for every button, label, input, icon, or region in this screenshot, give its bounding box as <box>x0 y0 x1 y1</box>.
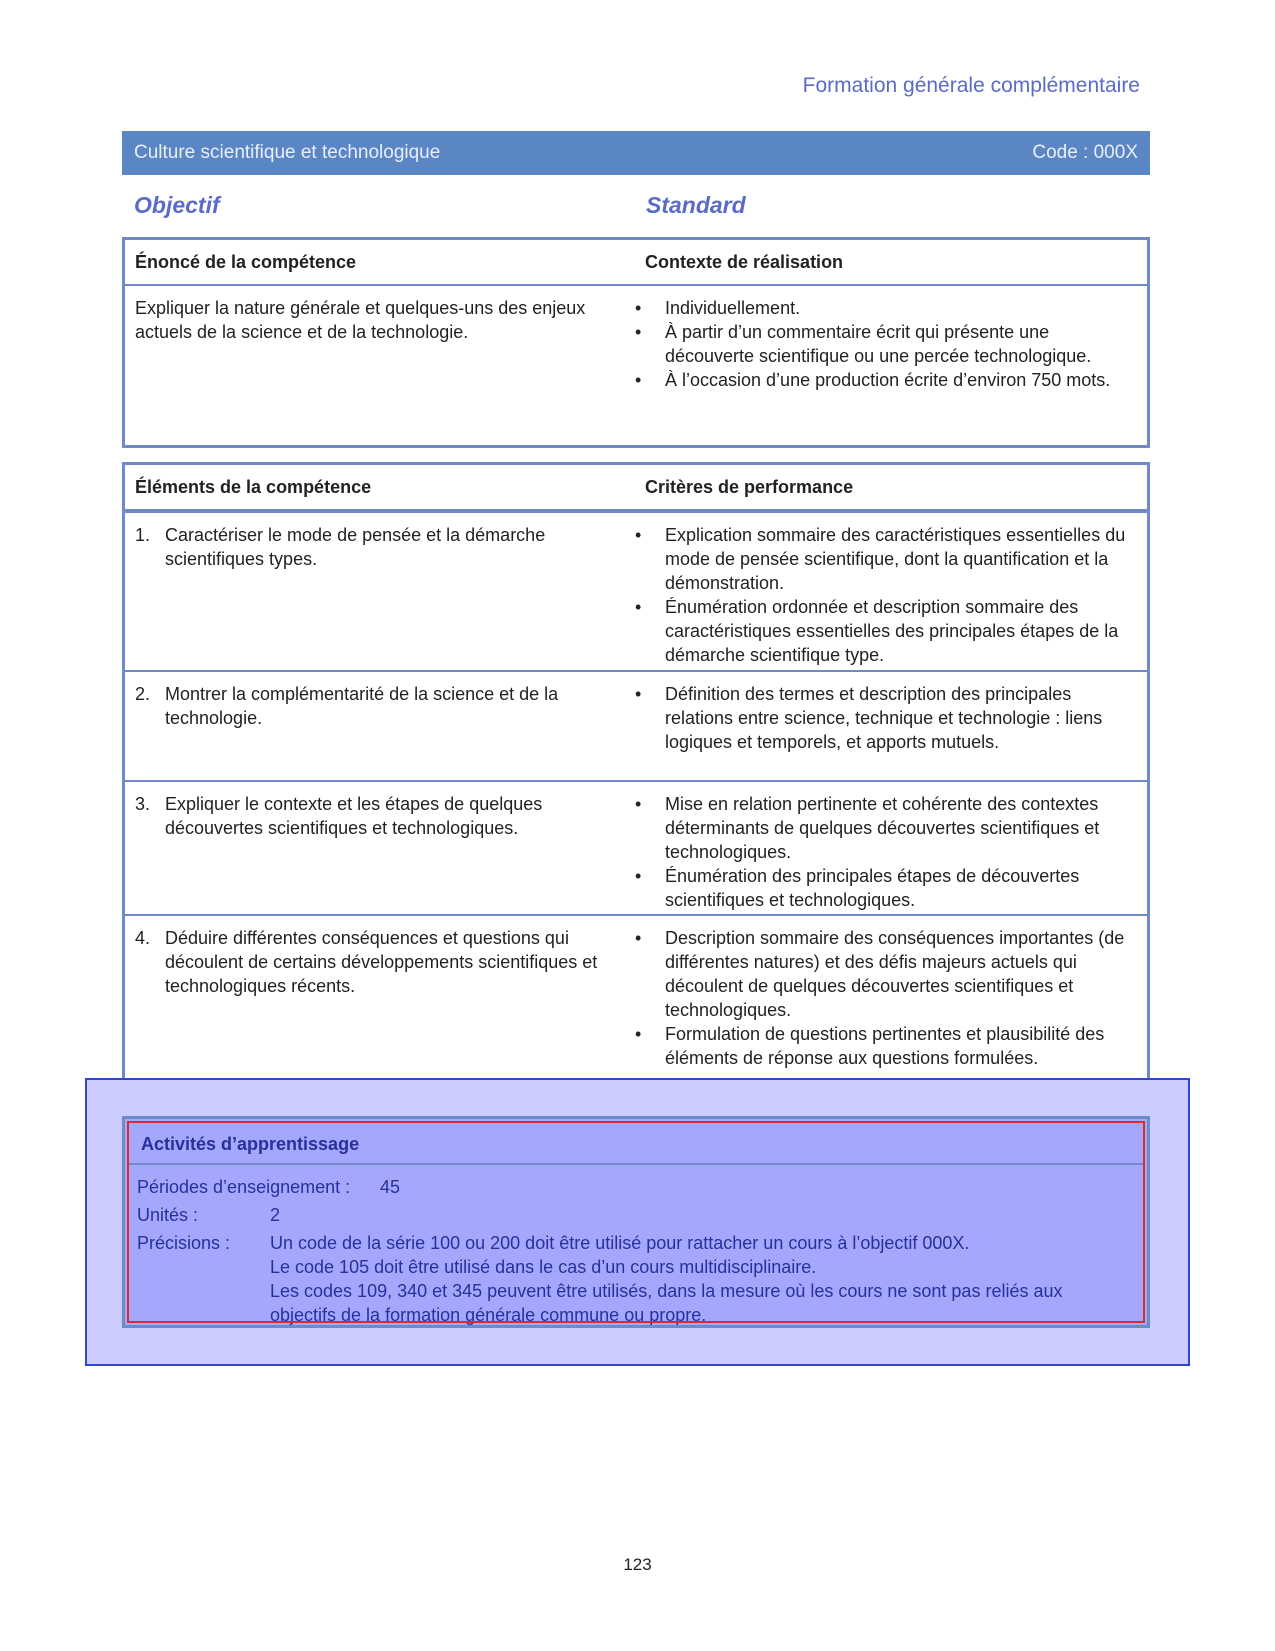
precisions-label: Précisions : <box>137 1233 231 1253</box>
list-item: • Énumération des principales étapes de découvertes scientifiques et technologiques. <box>635 864 1127 912</box>
statement-header: Énoncé de la compétence <box>135 251 357 272</box>
competence-statement: Expliquer la nature générale et quelques-uns des enjeux actuels de la science et de la technologie. <box>135 298 586 342</box>
list-item: • Individuellement. <box>635 296 1127 320</box>
list-item: • Énumération ordonnée et description sommaire des caractéristiques essentielles des principales étapes de la démarche scientifique type. <box>635 595 1127 667</box>
learning-activities-box <box>122 1116 1150 1328</box>
criteria-list <box>635 682 1147 774</box>
precisions-text <box>270 1231 1135 1327</box>
box1-header-row <box>125 240 1147 286</box>
course-title: Culture scientifique et technologique <box>134 142 441 163</box>
periods-label: Périodes d’enseignement : <box>137 1177 351 1197</box>
element-text: Montrer la complémentarité de la science et de la technologie. <box>165 684 559 728</box>
standard-label: Standard <box>646 192 746 218</box>
periods-value: 45 <box>380 1177 401 1197</box>
units-label: Unités : <box>137 1205 199 1225</box>
element-row-1 <box>125 511 1147 670</box>
box1-content-row <box>125 286 1147 392</box>
element-row-2 <box>125 670 1147 780</box>
element-number: 4. <box>135 928 151 948</box>
element-number: 1. <box>135 525 151 545</box>
list-item: • Définition des termes et description des principales relations entre science, technique et technologie : liens logiques et temporels, et apports mutuels. <box>635 682 1127 754</box>
element-text: Expliquer le contexte et les étapes de quelques découvertes scientifiques et technologiques. <box>165 794 543 838</box>
list-item: • À partir d’un commentaire écrit qui présente une découverte scientifique ou une percée technologique. <box>635 320 1127 368</box>
element-text: Déduire différentes conséquences et questions qui découlent de certains développements scientifiques et technologiques récents. <box>165 928 598 996</box>
element-number: 3. <box>135 794 151 814</box>
activities-title: Activités d’apprentissage <box>129 1119 1143 1165</box>
precisions-row <box>137 1231 1135 1327</box>
list-item: • Mise en relation pertinente et cohérente des contextes déterminants de quelques découvertes scientifiques et technologiques. <box>635 792 1127 864</box>
criteria-header: Critères de performance <box>645 476 854 497</box>
precision-line: Les codes 109, 340 et 345 peuvent être utilisés, dans la mesure où les cours ne sont pas reliés aux objectifs de la formation générale commune ou propre. <box>270 1281 1063 1325</box>
box2-header-row <box>125 465 1147 511</box>
elements-header: Éléments de la compétence <box>135 476 372 497</box>
units-row <box>137 1203 1135 1227</box>
course-banner <box>122 131 1150 175</box>
competence-elements-box <box>122 462 1150 1102</box>
list-item: • Explication sommaire des caractéristiques essentielles du mode de pensée scientifique, dont la quantification et la démonstration. <box>635 523 1127 595</box>
element-text: Caractériser le mode de pensée et la démarche scientifiques types. <box>165 525 546 569</box>
list-item: • Formulation de questions pertinentes et plausibilité des éléments de réponse aux questions formulées. <box>635 1022 1127 1070</box>
objectif-label: Objectif <box>134 192 220 218</box>
context-header: Contexte de réalisation <box>645 251 844 272</box>
criteria-list <box>635 792 1147 912</box>
running-head: Formation générale complémentaire <box>802 74 1140 97</box>
competence-statement-box <box>122 237 1150 448</box>
course-code: Code : 000X <box>1032 142 1138 163</box>
precision-line: Le code 105 doit être utilisé dans le cas d’un cours multidisciplinaire. <box>270 1257 817 1277</box>
periods-row <box>137 1175 1135 1199</box>
activities-body <box>125 1165 1147 1333</box>
page-number: 123 <box>623 1555 652 1574</box>
element-row-3 <box>125 780 1147 914</box>
list-item: • Description sommaire des conséquences importantes (de différentes natures) et des défis majeurs actuels qui découlent de quelques découvertes scientifiques et technologiques. <box>635 926 1127 1022</box>
element-number: 2. <box>135 684 151 704</box>
context-list <box>635 296 1147 392</box>
units-value: 2 <box>270 1205 281 1225</box>
criteria-list <box>635 523 1147 667</box>
element-row-4 <box>125 914 1147 1076</box>
criteria-list <box>635 926 1147 1070</box>
list-item: • À l’occasion d’une production écrite d’environ 750 mots. <box>635 368 1127 392</box>
objective-standard-header <box>134 192 1144 219</box>
precision-line: Un code de la série 100 ou 200 doit être utilisé pour rattacher un cours à l’objectif 000X. <box>270 1233 970 1253</box>
